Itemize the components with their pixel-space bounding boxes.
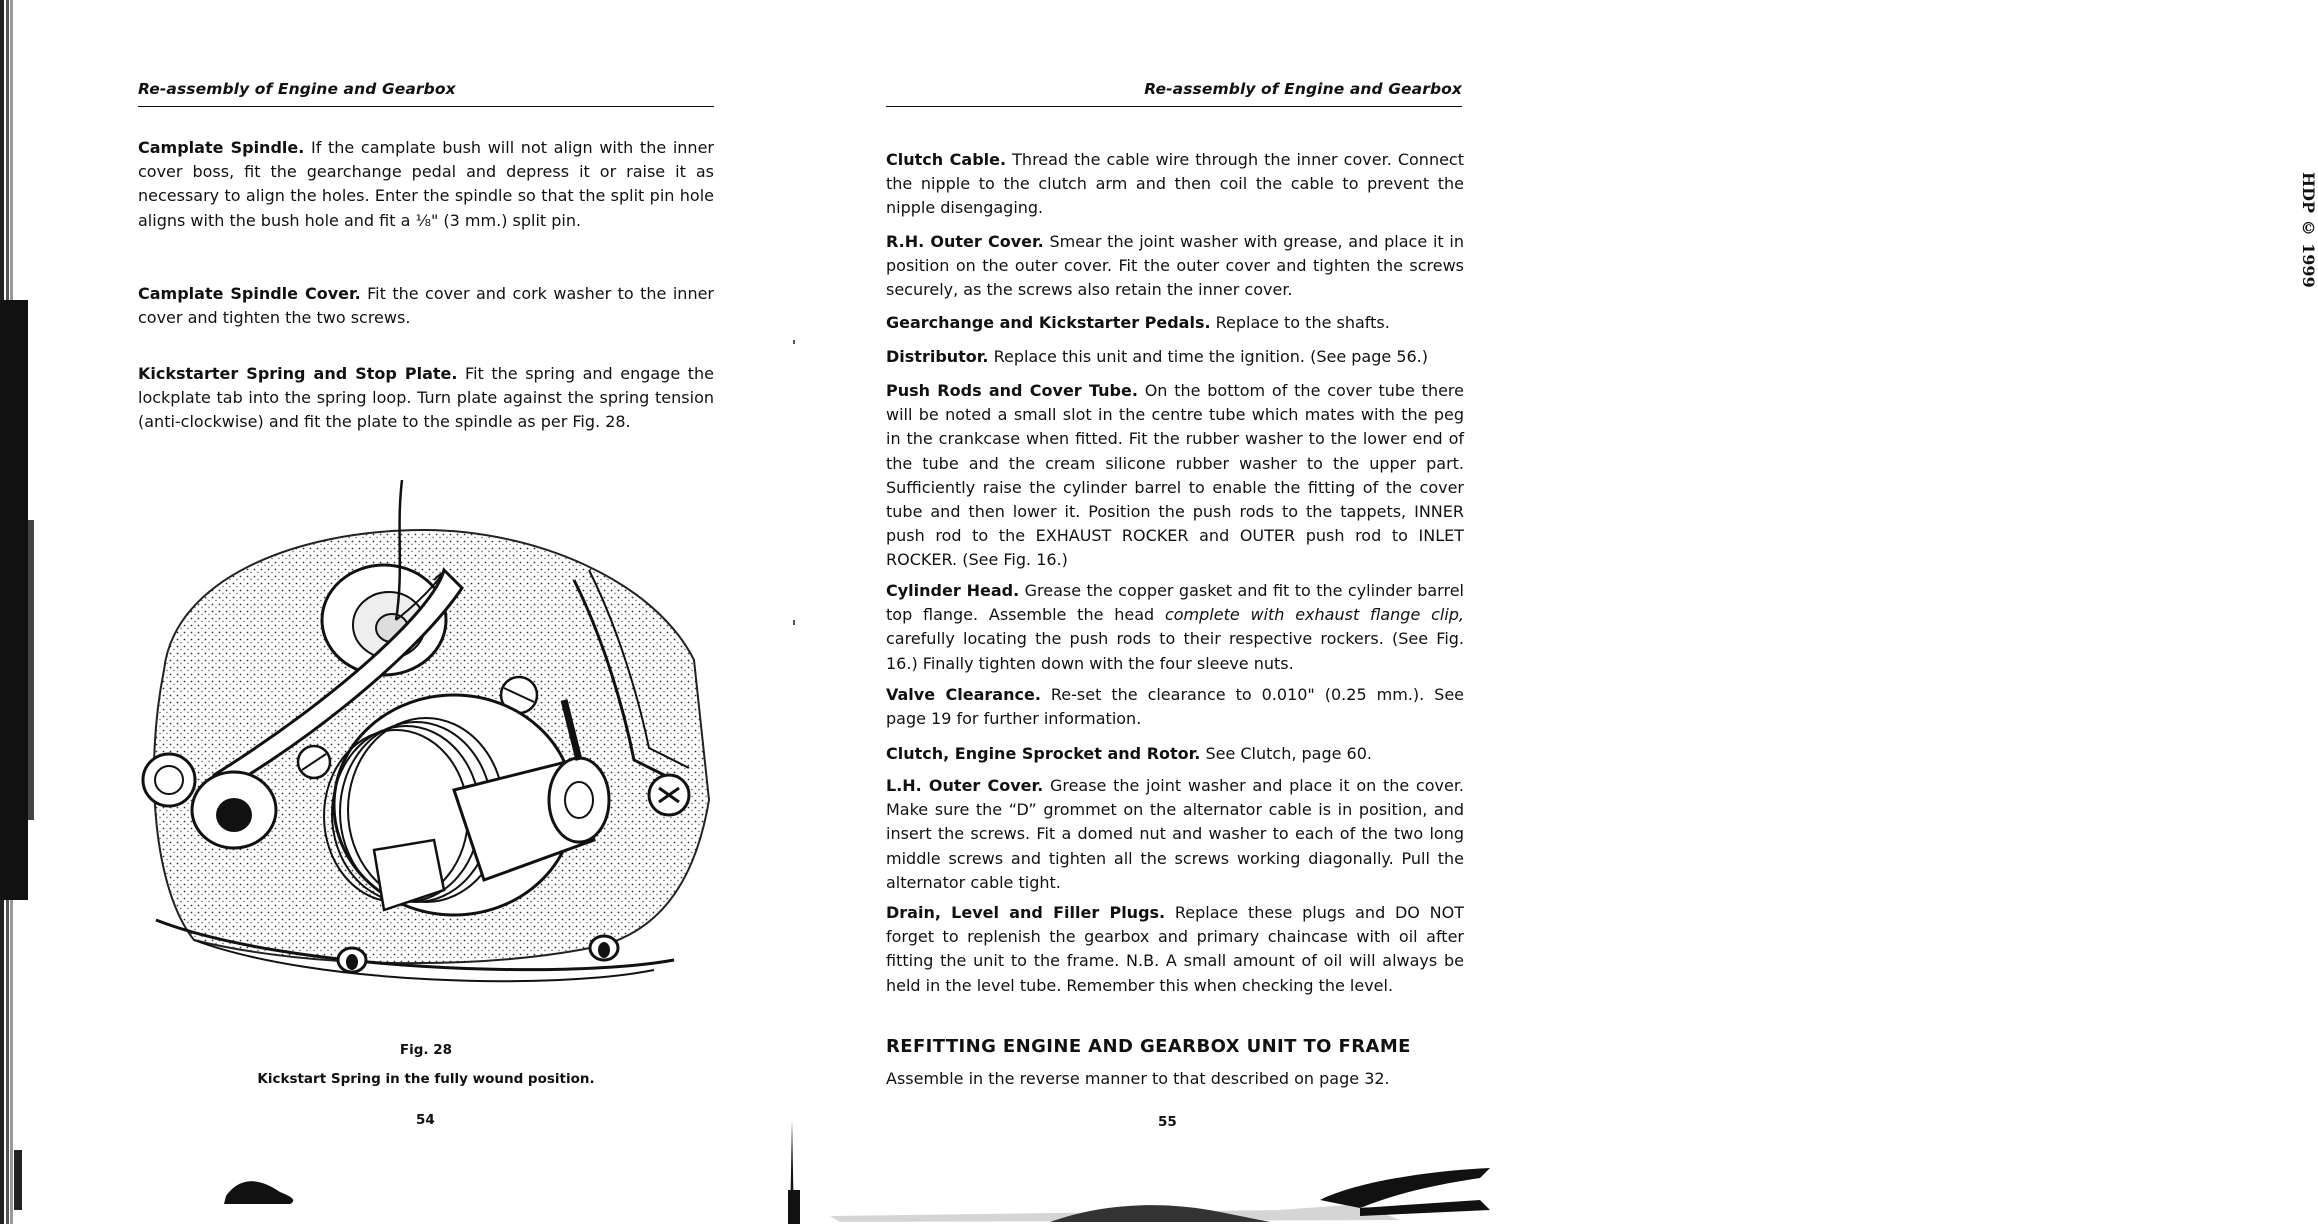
section-rh-outer-cover — [886, 230, 1464, 303]
section-camplate-spindle-cover — [138, 282, 714, 330]
section-text: Smear the joint washer with grease, and place it in position on the outer cover. Fit the outer cover and tighten the screws securely, as the screws also retain the inner cover. — [886, 232, 1464, 300]
section-text: Replace these plugs and DO NOT forget to replenish the gearbox and primary chaincase with oil after fitting the unit to the frame. N.B. A small amount of oil will always be held in the level tube. Remember this when checking the level. — [886, 903, 1464, 995]
section-heading: Valve Clearance. — [886, 685, 1041, 704]
section-heading: Clutch, Engine Sprocket and Rotor. — [886, 744, 1201, 763]
section-heading: Drain, Level and Filler Plugs. — [886, 903, 1166, 922]
section-text: Fit the cover and cork washer to the inner cover and tighten the two screws. — [138, 284, 715, 328]
section-gearchange-pedals — [886, 311, 1464, 335]
section-drain-level-filler — [886, 901, 1464, 998]
refit-text: Assemble in the reverse manner to that described on page 32. — [886, 1069, 1390, 1088]
section-text: carefully locating the push rods to their respective rockers. (See Fig. 16.) Finally tighten down with the four sleeve nuts. — [886, 629, 1464, 673]
section-distributor — [886, 345, 1464, 369]
section-text: Re-set the clearance to 0.010" (0.25 mm.). See page 19 for further information. — [886, 685, 1465, 729]
section-heading: Kickstarter Spring and Stop Plate. — [138, 364, 458, 383]
figure-caption: Kickstart Spring in the fully wound position. — [257, 1071, 595, 1087]
running-head-right: Re-assembly of Engine and Gearbox — [886, 80, 1462, 107]
section-heading: Cylinder Head. — [886, 581, 1020, 600]
section-clutch-sprocket-rotor — [886, 742, 1464, 766]
section-text-emphasis: complete with exhaust flange clip, — [1164, 605, 1465, 625]
refit-heading: REFITTING ENGINE AND GEARBOX UNIT TO FRAME — [886, 1036, 1411, 1057]
section-heading: Clutch Cable. — [886, 150, 1007, 169]
section-text: Grease the copper gasket and fit to the cylinder barrel top flange. Assemble the head — [886, 581, 1464, 625]
section-text: If the camplate bush will not align with the inner cover boss, fit the gearchange pedal and depress it or raise it as necessary to align the holes. Enter the spindle so that the split pin hole aligns with the bush hole and fit a ⅛" (3 mm.) split pin. — [138, 138, 714, 230]
section-heading: Gearchange and Kickstarter Pedals. — [886, 313, 1211, 332]
section-lh-outer-cover — [886, 774, 1464, 895]
section-valve-clearance — [886, 683, 1464, 731]
left-page — [0, 0, 792, 1224]
section-heading: Distributor. — [886, 347, 989, 366]
copyright-notice: HDP © 1999 — [2299, 172, 2318, 288]
section-clutch-cable — [886, 148, 1464, 221]
section-text: Thread the cable wire through the inner cover. Connect the nipple to the clutch arm and then coil the cable to prevent the nipple disengaging. — [886, 150, 1464, 218]
bottom-smudge-left — [220, 1172, 300, 1206]
right-page — [800, 0, 2318, 1224]
section-camplate-spindle — [138, 136, 714, 233]
section-cylinder-head — [886, 579, 1464, 676]
fig-28-illustration — [134, 470, 724, 990]
figure-label: Fig. 28 — [399, 1042, 453, 1058]
section-heading: L.H. Outer Cover. — [886, 776, 1044, 795]
page-number-right: 55 — [1158, 1114, 1177, 1130]
section-heading: Push Rods and Cover Tube. — [886, 381, 1138, 400]
section-text: See Clutch, page 60. — [1205, 744, 1372, 763]
section-text: Replace to the shafts. — [1215, 313, 1390, 332]
bottom-smudge-right — [800, 1160, 1580, 1224]
section-text: On the bottom of the cover tube there will be noted a small slot in the centre tube which mates with the peg in the crankcase when fitted. Fit the rubber washer to the lower end of the tube and the cream silicone rubber washer to the upper part. Sufficiently raise the cylinder barrel to enable the fitting of the cover tube and then lower it. Position the push rods to the tappets, INNER push rod to the EXHAUST ROCKER and OUTER push rod to INLET ROCKER. (See Fig. 16.) — [886, 381, 1465, 570]
section-heading: R.H. Outer Cover. — [886, 232, 1044, 251]
left-edge-shadow — [0, 0, 40, 1224]
section-text: Replace this unit and time the ignition. (See page 56.) — [993, 347, 1428, 366]
section-text: Grease the joint washer and place it on the cover. Make sure the “D” grommet on the alternator cable is in position, and insert the screws. Fit a domed nut and washer to each of the two long middle screws and tighten all the screws working diagonally. Pull the alternator cable tight. — [886, 776, 1465, 892]
page-number-left: 54 — [416, 1112, 435, 1128]
running-head-left: Re-assembly of Engine and Gearbox — [138, 80, 714, 107]
section-kickstarter-spring — [138, 362, 714, 435]
section-push-rods — [886, 379, 1464, 573]
section-heading: Camplate Spindle Cover. — [138, 284, 361, 303]
section-text: Fit the spring and engage the lockplate tab into the spring loop. Turn plate against the spring tension (anti-clockwise) and fit the plate to the spindle as per Fig. 28. — [138, 364, 714, 432]
section-heading: Camplate Spindle. — [138, 138, 305, 157]
